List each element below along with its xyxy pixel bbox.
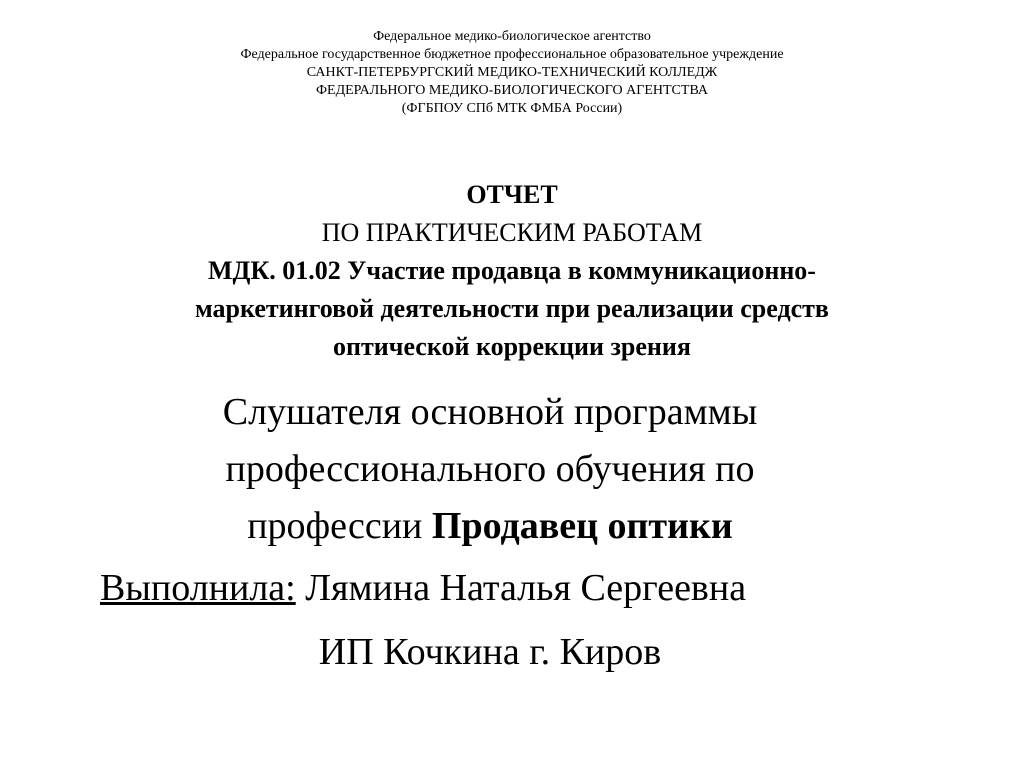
executor-name: Лямина Наталья Сергеевна	[295, 567, 747, 609]
report-subject: ПО ПРАКТИЧЕСКИМ РАБОТАМ	[321, 218, 703, 247]
program-line-3-prefix: профессии	[247, 505, 432, 547]
header-line-institution-type: Федеральное государственное бюджетное профессиональное образовательное учреждение	[240, 47, 784, 62]
program-description	[0, 384, 980, 555]
program-line-2: профессионального обучения по	[225, 448, 755, 490]
report-title	[0, 176, 1024, 366]
executor-label: Выполнила:	[100, 567, 296, 609]
profession-name: Продавец оптики	[431, 505, 733, 547]
institution-header	[0, 28, 1024, 118]
course-title-line-1: МДК. 01.02 Участие продавца в коммуникационно-	[208, 256, 816, 285]
program-line-1: Слушателя основной программы	[222, 391, 758, 433]
course-title-line-2: маркетинговой деятельности при реализации средств	[195, 294, 829, 323]
executor-line	[100, 560, 746, 616]
header-line-abbreviation: (ФГБПОУ СПб МТК ФМБА России)	[401, 101, 623, 116]
course-title-line-3: оптической коррекции зрения	[333, 332, 691, 361]
location-line: ИП Кочкина г. Киров	[318, 631, 662, 673]
program-line-3	[0, 498, 980, 555]
header-line-agency: Федеральное медико-биологическое агентство	[373, 29, 651, 44]
report-heading: ОТЧЕТ	[466, 180, 558, 209]
header-line-college: САНКТ-ПЕТЕРБУРГСКИЙ МЕДИКО-ТЕХНИЧЕСКИЙ КОЛЛЕДЖ	[306, 65, 718, 80]
header-line-agency-caps: ФЕДЕРАЛЬНОГО МЕДИКО-БИОЛОГИЧЕСКОГО АГЕНТСТВА	[315, 83, 709, 98]
